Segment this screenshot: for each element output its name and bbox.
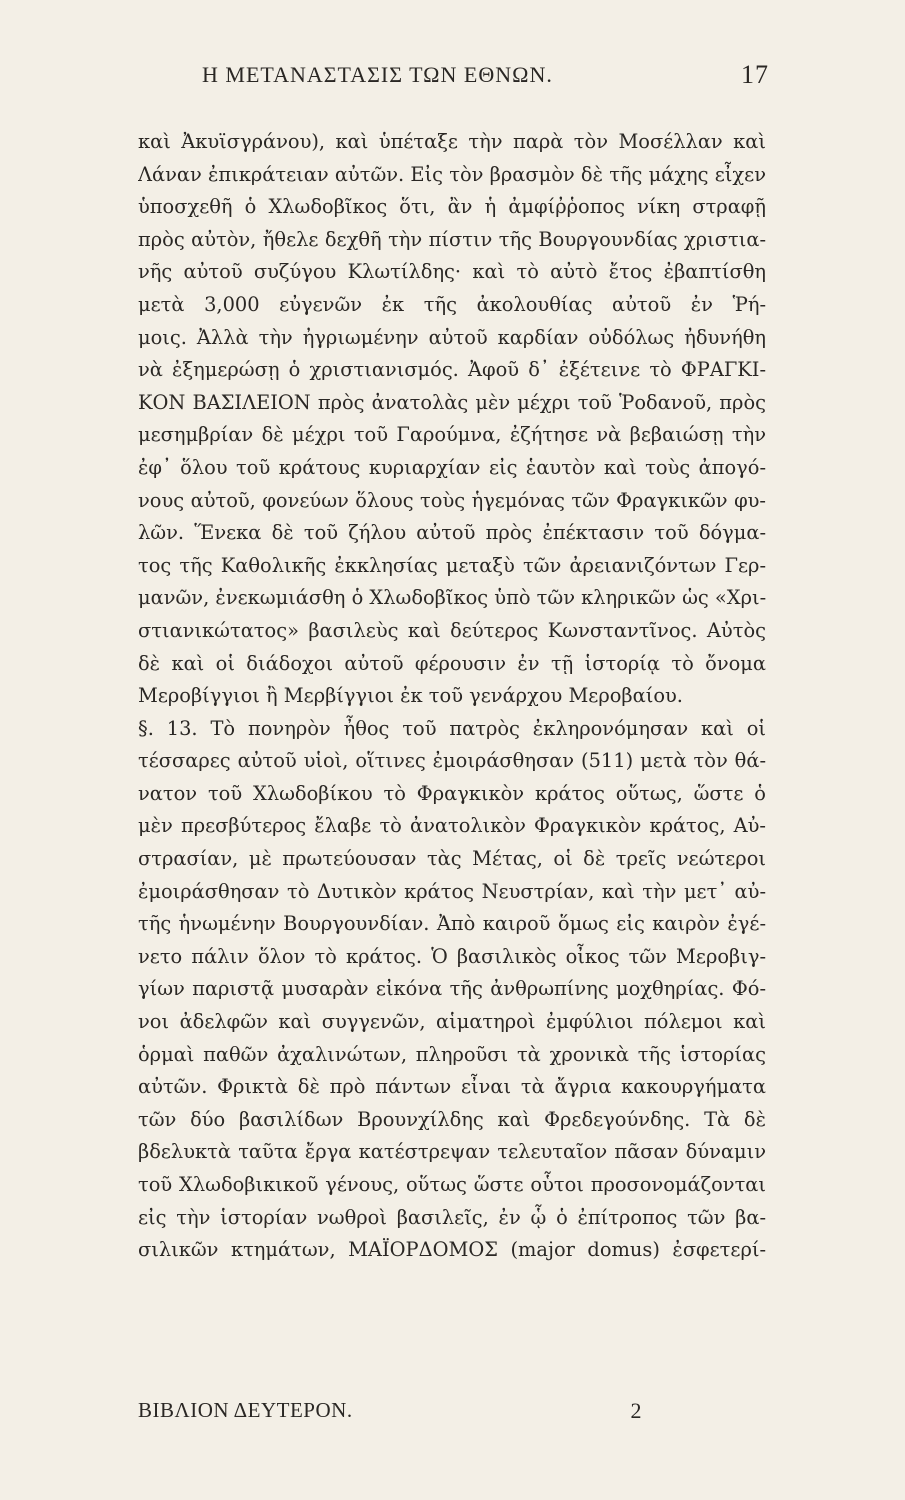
text-line: βδελυκτὰ ταῦτα ἔργα κατέστρεψαν τελευταῖον πᾶσαν δύναμιν	[138, 1140, 766, 1164]
text-line: ἐμοιράσθησαν τὸ Δυτικὸν κράτος Νευστρίαν, καὶ τὴν μετ᾽ αὐ-	[138, 879, 766, 903]
text-line: λῶν. Ἕνεκα δὲ τοῦ ζήλου αὐτοῦ πρὸς ἐπέκτασιν τοῦ δόγμα-	[138, 521, 766, 545]
text-line: μοις. Ἀλλὰ τὴν ἠγριωμένην αὐτοῦ καρδίαν οὐδόλως ἠδυνήθη	[138, 325, 766, 349]
text-line: μεσημβρίαν δὲ μέχρι τοῦ Γαρούμνα, ἐζήτησε νὰ βεβαιώσῃ τὴν	[138, 423, 766, 447]
text-line: μὲν πρεσβύτερος ἔλαβε τὸ ἀνατολικὸν Φραγκικὸν κράτος, Αὐ-	[138, 814, 766, 838]
text-line: στιανικώτατος» βασιλεὺς καὶ δεύτερος Κωνσταντῖνος. Αὐτὸς	[138, 618, 766, 642]
text-line: §. 13. Τὸ πονηρὸν ἦθος τοῦ πατρὸς ἐκληρονόμησαν καὶ οἱ	[138, 716, 766, 740]
text-line: Λάναν ἐπικράτειαν αὐτῶν. Εἰς τὸν βρασμὸν δὲ τῆς μάχης εἶχεν	[138, 162, 766, 186]
text-line: νετο πάλιν ὅλον τὸ κράτος. Ὁ βασιλικὸς οἶκος τῶν Μεροβιγ-	[138, 944, 766, 968]
page-number: 17	[741, 60, 769, 89]
text-line: τέσσαρες αὐτοῦ υἱοὶ, οἵτινες ἐμοιράσθησαν (511) μετὰ τὸν θά-	[138, 749, 766, 773]
running-head	[130, 60, 769, 98]
text-line: νους αὐτοῦ, φονεύων ὅλους τοὺς ἡγεμόνας τῶν Φραγκικῶν φυ-	[138, 488, 766, 512]
text-line: τῆς ἡνωμένην Βουργουνδίαν. Ἀπὸ καιροῦ ὅμως εἰς καιρὸν ἐγέ-	[138, 912, 766, 936]
text-line: καὶ Ἀκυϊσγράνου), καὶ ὑπέταξε τὴν παρὰ τὸν Μοσέλλαν καὶ	[138, 130, 766, 153]
text-line: αὐτῶν. Φρικτὰ δὲ πρὸ πάντων εἶναι τὰ ἄγρια κακουργήματα	[138, 1075, 766, 1099]
text-line: τος τῆς Καθολικῆς ἐκκλησίας μεταξὺ τῶν ἀρειανιζόντων Γερ-	[138, 553, 766, 577]
text-line: ΚΟΝ ΒΑΣΙΛΕΙΟΝ πρὸς ἀνατολὰς μὲν μέχρι τοῦ Ῥοδανοῦ, πρὸς	[138, 390, 766, 414]
text-line: ὑποσχεθῆ ὁ Χλωδοβῖκος ὅτι, ἂν ἡ ἀμφίῤῥοπος νίκη στραφῇ	[138, 195, 766, 219]
text-line: δὲ καὶ οἱ διάδοχοι αὐτοῦ φέρουσιν ἐν τῇ ἱστορίᾳ τὸ ὄνομα	[138, 651, 766, 675]
text-line: τοῦ Χλωδοβικικοῦ γένους, οὕτως ὥστε οὗτοι προσονομάζονται	[138, 1173, 766, 1196]
text-line: νατον τοῦ Χλωδοβίκου τὸ Φραγκικὸν κράτος οὕτως, ὥστε ὁ	[138, 781, 766, 805]
signature-title: ΒΙΒΛΙΟΝ ΔΕΥΤΕΡΟΝ.	[138, 1398, 353, 1422]
text-line: νοι ἀδελφῶν καὶ συγγενῶν, αἱματηροὶ ἐμφύλιοι πόλεμοι καὶ	[138, 1010, 766, 1034]
text-line: μανῶν, ἐνεκωμιάσθη ὁ Χλωδοβῖκος ὑπὸ τῶν κληρικῶν ὡς «Χρι-	[138, 586, 766, 610]
text-line: εἰς τὴν ἱστορίαν νωθροὶ βασιλεῖς, ἐν ᾧ ὁ ἐπίτροπος τῶν βα-	[138, 1205, 766, 1229]
gathering-signature	[138, 1398, 642, 1428]
text-line: νὰ ἐξημερώσῃ ὁ χριστιανισμός. Ἀφοῦ δ᾽ ἐξέτεινε τὸ ΦΡΑΓΚΙ-	[138, 358, 766, 382]
text-line: σιλικῶν κτημάτων, ΜΑΪΟΡΔΟΜΟΣ (major domus) ἐσφετερί-	[138, 1238, 766, 1262]
text-line: μετὰ 3,000 εὐγενῶν ἐκ τῆς ἀκολουθίας αὐτοῦ ἐν Ῥή-	[138, 292, 766, 316]
text-line: γίων παριστᾷ μυσαρὰν εἰκόνα τῆς ἀνθρωπίνης μοχθηρίας. Φό-	[138, 977, 766, 1001]
text-line: ὁρμαὶ παθῶν ἀχαλινώτων, πληροῦσι τὰ χρονικὰ τῆς ἱστορίας	[138, 1042, 766, 1066]
body-text	[138, 126, 766, 1267]
text-line: πρὸς αὐτὸν, ἤθελε δεχθῆ τὴν πίστιν τῆς Βουργουνδίας χριστια-	[138, 227, 766, 251]
running-title: Η ΜΕΤΑΝΑΣΤΑΣΙΣ ΤΩΝ ΕΘΝΩΝ.	[202, 62, 553, 87]
text-line: νῆς αὐτοῦ συζύγου Κλωτίλδης· καὶ τὸ αὐτὸ ἔτος ἐβαπτίσθη	[138, 260, 766, 284]
text-line: στρασίαν, μὲ πρωτεύουσαν τὰς Μέτας, οἱ δὲ τρεῖς νεώτεροι	[138, 847, 766, 871]
text-line: ἐφ᾽ ὅλου τοῦ κράτους κυριαρχίαν εἰς ἑαυτὸν καὶ τοὺς ἀπογό-	[138, 455, 766, 479]
signature-mark: 2	[630, 1398, 642, 1423]
text-line: τῶν δύο βασιλίδων Βρουνχίλδης καὶ Φρεδεγούνδης. Τὰ δὲ	[138, 1107, 766, 1131]
text-line: Μεροβίγγιοι ἢ Μερβίγγιοι ἐκ τοῦ γενάρχου Μεροβαίου.	[138, 684, 683, 708]
